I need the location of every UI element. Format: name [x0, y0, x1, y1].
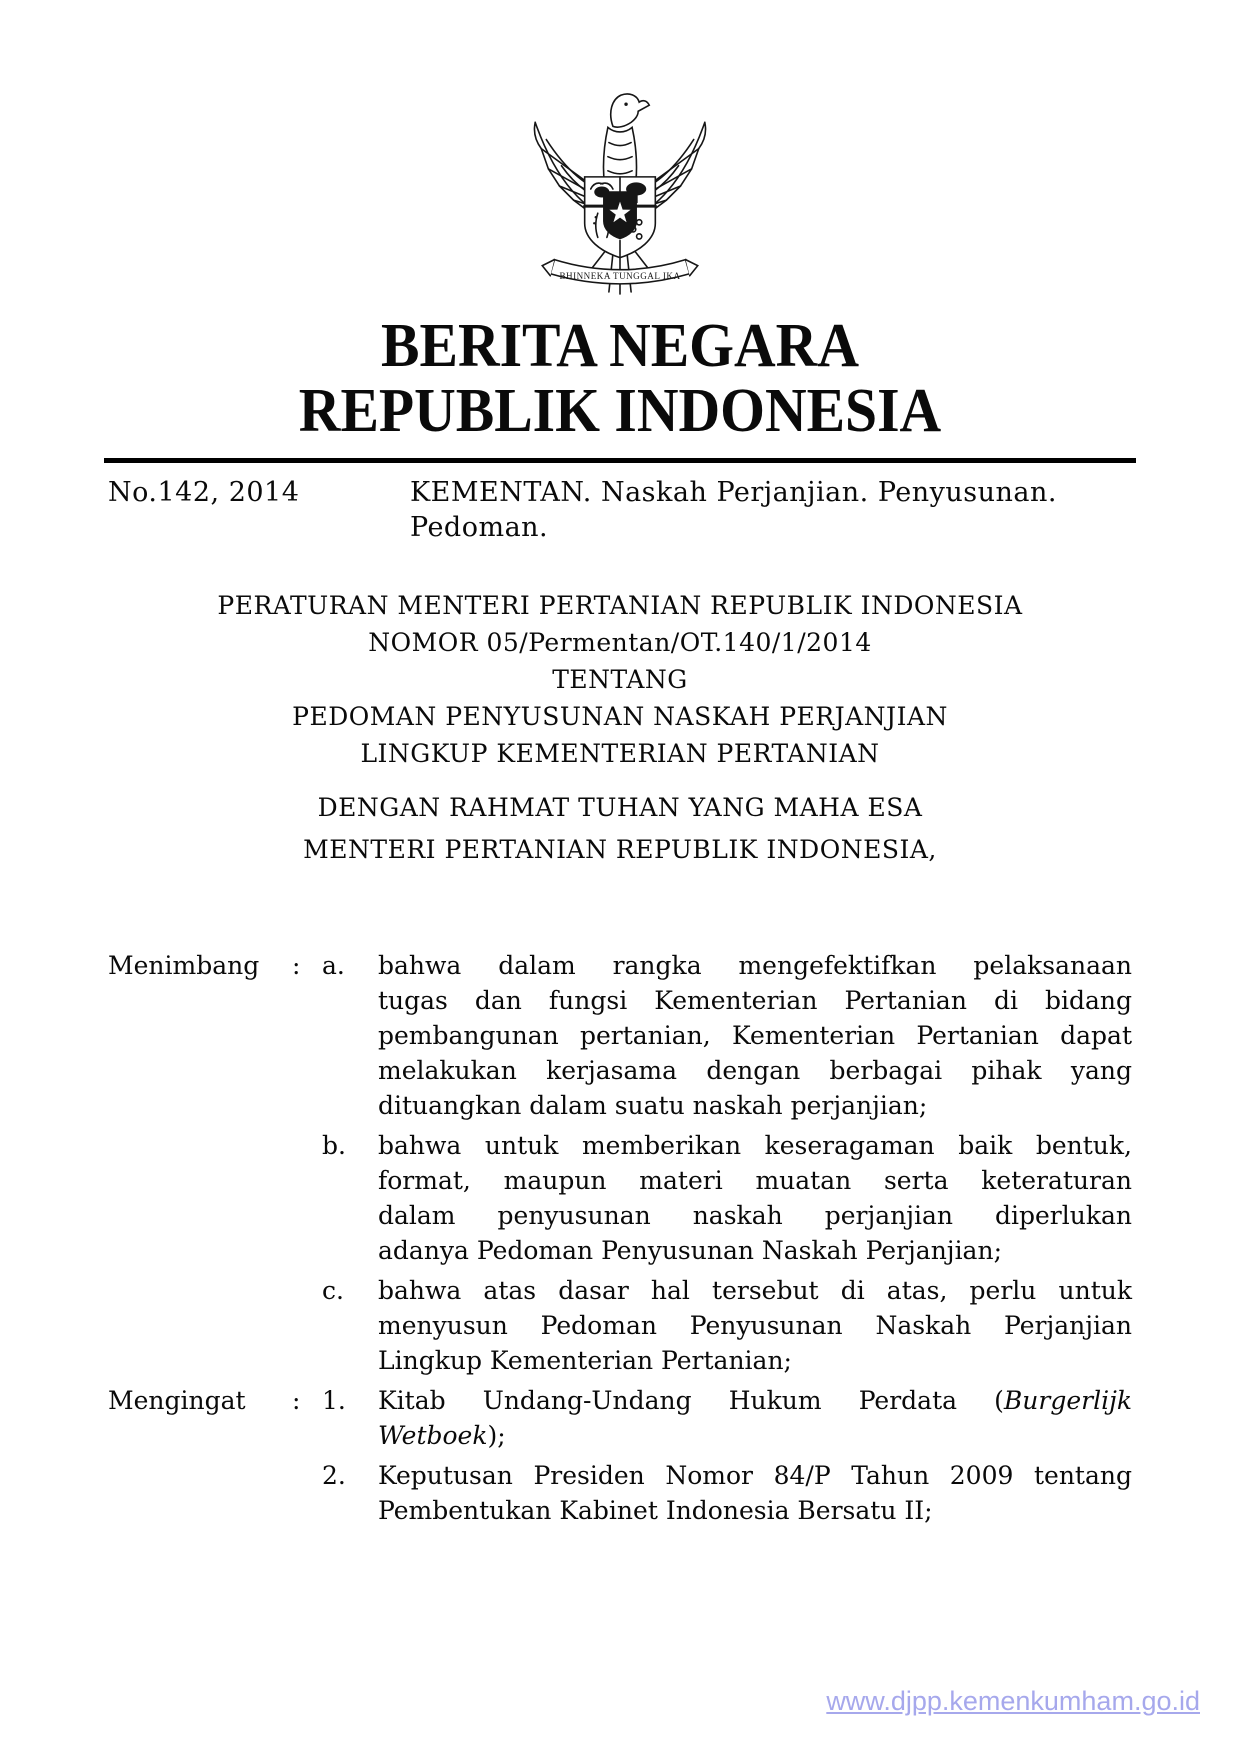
section-label: Menimbang	[108, 951, 260, 980]
consideran-item	[108, 1273, 1132, 1378]
heading-regulation-title: PERATURAN MENTERI PERTANIAN REPUBLIK INDONESIA	[217, 591, 1023, 620]
section-label	[108, 1273, 292, 1378]
heading-regulation-number: NOMOR 05/Permentan/OT.140/1/2014	[368, 628, 872, 657]
considerans	[108, 948, 1132, 1528]
consideran-item	[108, 1383, 1132, 1453]
text-line: bahwa atas dasar hal tersebut di atas, perlu untuk	[378, 1276, 1132, 1305]
text-line: tugas dan fungsi Kementerian Pertanian di bidang	[378, 986, 1132, 1015]
gazette-title-line2: REPUBLIK INDONESIA	[298, 377, 942, 445]
item-marker: c.	[322, 1276, 344, 1305]
text-line: Wetboek);	[378, 1421, 506, 1450]
text-line: Lingkup Kementerian Pertanian;	[378, 1346, 792, 1375]
item-marker: 2.	[322, 1461, 346, 1490]
gazette-title	[0, 314, 1240, 444]
section-label: Mengingat	[108, 1386, 246, 1415]
invocation-line: DENGAN RAHMAT TUHAN YANG MAHA ESA	[317, 793, 923, 822]
section-colon: :	[292, 1386, 301, 1415]
footer-link[interactable]: www.djpp.kemenkumham.go.id	[826, 1686, 1200, 1716]
gazette-subject-line1: KEMENTAN. Naskah Perjanjian. Penyusunan.	[410, 477, 1057, 508]
text-line: dalam penyusunan naskah perjanjian diperlukan	[378, 1201, 1132, 1230]
item-text	[378, 1458, 1132, 1528]
separator-rule	[104, 458, 1136, 463]
consideran-item	[108, 1458, 1132, 1528]
item-marker: b.	[322, 1131, 346, 1160]
heading-subject-line2: LINGKUP KEMENTERIAN PERTANIAN	[360, 739, 880, 768]
section-label	[108, 1128, 292, 1268]
consideran-item	[108, 948, 1132, 1123]
item-text	[378, 1383, 1132, 1453]
garuda-pancasila-icon	[524, 84, 716, 298]
heading-tentang: TENTANG	[552, 665, 688, 694]
masthead-row	[108, 475, 1132, 545]
text-line: Pembentukan Kabinet Indonesia Bersatu II;	[378, 1496, 933, 1525]
item-marker: a.	[322, 951, 345, 980]
text-line: melakukan kerjasama dengan berbagai pihak yang	[378, 1056, 1132, 1085]
heading-subject-line1: PEDOMAN PENYUSUNAN NASKAH PERJANJIAN	[292, 702, 948, 731]
section-colon: :	[292, 951, 301, 980]
section-colon	[292, 1128, 322, 1268]
gazette-subject	[410, 475, 1132, 545]
emblem-banner-text: BHINNEKA TUNGGAL IKA	[559, 270, 681, 281]
item-text	[378, 1128, 1132, 1268]
text-line: dituangkan dalam suatu naskah perjanjian;	[378, 1091, 928, 1120]
regulation-heading	[0, 587, 1240, 772]
consideran-item	[108, 1128, 1132, 1268]
item-text	[378, 1273, 1132, 1378]
gazette-subject-line2: Pedoman.	[410, 512, 549, 543]
section-label	[108, 1458, 292, 1528]
section-colon	[292, 1458, 322, 1528]
item-marker: 1.	[322, 1386, 346, 1415]
section-colon	[292, 1273, 322, 1378]
text-line: Kitab Undang-Undang Hukum Perdata (Burgerlijk	[378, 1386, 1132, 1415]
text-line: menyusun Pedoman Penyusunan Naskah Perjanjian	[378, 1311, 1132, 1340]
text-line: pembangunan pertanian, Kementerian Pertanian dapat	[378, 1021, 1132, 1050]
text-line: adanya Pedoman Penyusunan Naskah Perjanjian;	[378, 1236, 1002, 1265]
item-text	[378, 948, 1132, 1123]
official-line: MENTERI PERTANIAN REPUBLIK INDONESIA,	[303, 835, 937, 864]
text-line: Keputusan Presiden Nomor 84/P Tahun 2009 tentang	[378, 1461, 1132, 1490]
text-line: bahwa untuk memberikan keseragaman baik bentuk,	[378, 1131, 1132, 1160]
text-line: bahwa dalam rangka mengefektifkan pelaksanaan	[378, 951, 1132, 980]
gazette-title-line1: BERITA NEGARA	[381, 312, 859, 380]
gazette-number: No.142, 2014	[108, 477, 300, 508]
text-line: format, maupun materi muatan serta keteraturan	[378, 1166, 1132, 1195]
